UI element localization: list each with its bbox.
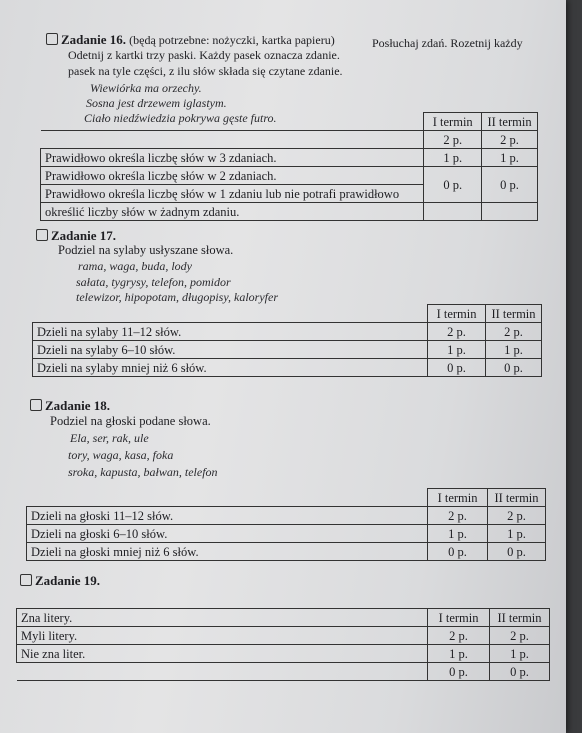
header-term-2: II termin [490, 609, 550, 627]
criterion-label-cont: określić liczby słów w żadnym zdaniu. [41, 203, 424, 221]
criterion-label: Dzieli na sylaby mniej niż 6 słów. [33, 359, 428, 377]
task19-score-table [16, 608, 550, 681]
table-row [27, 525, 546, 543]
table-row [41, 203, 538, 221]
table-row [41, 167, 538, 185]
points-term-1: 2 p. [424, 131, 482, 149]
points-term-2: 2 p. [486, 323, 542, 341]
task16-label: Zadanie 16. [61, 32, 127, 47]
table-row [27, 543, 546, 561]
header-term-1: I termin [428, 489, 488, 507]
task16-sentence-1: Wiewiórka ma orzechy. [90, 81, 202, 95]
task19-checkbox[interactable] [20, 574, 32, 586]
points-term-1: 2 p. [428, 323, 486, 341]
task17-words-2: sałata, tygrysy, telefon, pomidor [76, 275, 231, 289]
task17-checkbox[interactable] [36, 229, 48, 241]
task18-words-2: tory, waga, kasa, foka [68, 448, 174, 462]
table-row [17, 663, 550, 681]
task16-instruction-2: pasek na tyle części, z ilu słów składa się czytane zdanie. [68, 64, 343, 78]
header-term-2: II termin [488, 489, 546, 507]
task17-words-3: telewizor, hipopotam, długopisy, kaloryfer [76, 290, 278, 304]
points-term-2: 2 p. [490, 627, 550, 645]
table-row [41, 131, 538, 149]
task16-instruction-1: Odetnij z kartki trzy paski. Każdy pasek oznacza zdanie. [68, 48, 340, 62]
task16-score-table [40, 112, 538, 221]
criterion-label: Dzieli na głoski 11–12 słów. [27, 507, 428, 525]
points-term-2: 1 p. [486, 341, 542, 359]
task17-words-1: rama, waga, buda, lody [78, 259, 192, 273]
header-term-2: II termin [486, 305, 542, 323]
task18-words-3: sroka, kapusta, bałwan, telefon [68, 465, 218, 479]
criterion-label: Zna litery. [17, 609, 428, 627]
task19-heading [20, 573, 100, 589]
points-term-1: 2 p. [428, 507, 488, 525]
points-term-1: 1 p. [424, 149, 482, 167]
criterion-label: Nie zna liter. [17, 645, 428, 663]
task17-label: Zadanie 17. [51, 228, 117, 243]
points-term-2: 0 p. [482, 167, 538, 203]
points-term-2: 1 p. [488, 525, 546, 543]
table-row [17, 627, 550, 645]
task18-instruction: Podziel na głoski podane słowa. [50, 414, 211, 428]
criterion-label: Dzieli na sylaby 11–12 słów. [33, 323, 428, 341]
task17-score-table [32, 304, 542, 377]
criterion-label: Dzieli na głoski 6–10 słów. [27, 525, 428, 543]
task18-heading [30, 398, 110, 414]
table-header-row [17, 609, 550, 627]
task16-sentence-3: Ciało niedźwiedzia pokrywa gęste futro. [84, 111, 277, 125]
task16-materials: (będą potrzebne: nożyczki, kartka papieru) [129, 33, 335, 47]
task17-heading [36, 228, 116, 244]
header-term-1: I termin [424, 113, 482, 131]
points-term-2: 2 p. [488, 507, 546, 525]
task18-checkbox[interactable] [30, 399, 42, 411]
points-term-2: 0 p. [486, 359, 542, 377]
points-term-1: 1 p. [428, 341, 486, 359]
header-term-1: I termin [428, 609, 490, 627]
header-term-2: II termin [482, 113, 538, 131]
points-term-2: 0 p. [490, 663, 550, 681]
task17-instruction: Podziel na sylaby usłyszane słowa. [58, 243, 234, 257]
task16-heading [46, 32, 335, 48]
task18-label: Zadanie 18. [45, 398, 111, 413]
table-header-row [33, 305, 542, 323]
criterion-label: Dzieli na głoski mniej niż 6 słów. [27, 543, 428, 561]
points-term-2: 0 p. [488, 543, 546, 561]
task18-words-1: Ela, ser, rak, ule [70, 431, 149, 445]
table-row [33, 323, 542, 341]
criterion-label: Myli litery. [17, 627, 428, 645]
criterion-label: Prawidłowo określa liczbę słów w 1 zdaniu lub nie potrafi prawidłowo [41, 185, 424, 203]
task16-instruction-end: Posłuchaj zdań. Rozetnij każdy [372, 36, 523, 50]
points-term-1: 0 p. [428, 663, 490, 681]
points-term-1: 0 p. [428, 359, 486, 377]
points-term-2: 1 p. [482, 149, 538, 167]
table-header-row [41, 113, 538, 131]
table-header-row [27, 489, 546, 507]
table-row [41, 149, 538, 167]
points-term-1: 1 p. [428, 645, 490, 663]
criterion-label: Prawidłowo określa liczbę słów w 3 zdaniach. [41, 149, 424, 167]
table-row [33, 341, 542, 359]
task18-score-table [26, 488, 546, 561]
table-row [17, 645, 550, 663]
header-term-1: I termin [428, 305, 486, 323]
task16-checkbox[interactable] [46, 33, 58, 45]
points-term-1: 1 p. [428, 525, 488, 543]
points-term-2: 2 p. [482, 131, 538, 149]
points-term-1: 2 p. [428, 627, 490, 645]
task19-label: Zadanie 19. [35, 573, 101, 588]
criterion-label: Dzieli na sylaby 6–10 słów. [33, 341, 428, 359]
criterion-label: Prawidłowo określa liczbę słów w 2 zdaniach. [41, 167, 424, 185]
criterion-label [17, 663, 428, 681]
table-row [27, 507, 546, 525]
table-row [33, 359, 542, 377]
points-term-1: 0 p. [424, 167, 482, 203]
task16-sentence-2: Sosna jest drzewem iglastym. [86, 96, 227, 110]
points-term-1: 0 p. [428, 543, 488, 561]
points-term-2: 1 p. [490, 645, 550, 663]
